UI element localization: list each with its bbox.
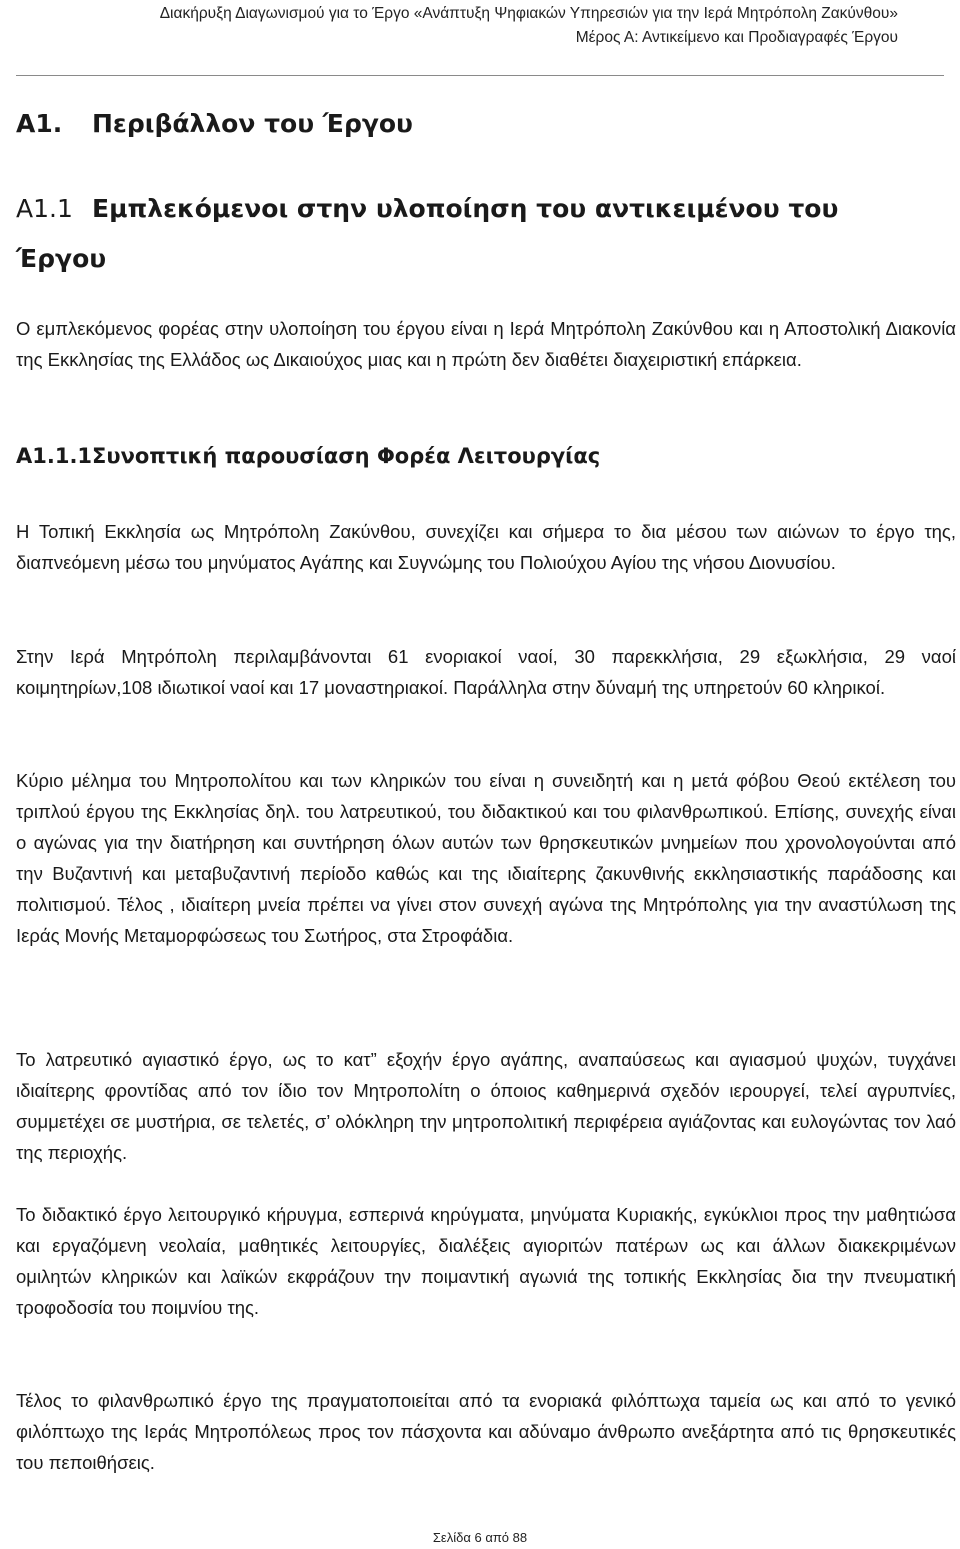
- body-paragraph: Στην Ιερά Μητρόπολη περιλαμβάνονται 61 ενοριακοί ναοί, 30 παρεκκλήσια, 29 εξωκλήσια, 29 ναοί κοιμητηρίων,108 ιδιωτικοί ναοί και 17 μοναστηριακοί. Παράλληλα στην δύναμή της υπηρετούν 60 κληρικοί.: [16, 646, 956, 698]
- header-subtitle-line: Μέρος Α: Αντικείμενο και Προδιαγραφές Έργου: [575, 29, 898, 46]
- subsection-heading: [16, 184, 936, 284]
- section-heading: [16, 104, 413, 144]
- subsection-title: Εμπλεκόμενοι στην υλοποίηση του αντικειμένου του Έργου: [16, 194, 839, 273]
- body-paragraph: Το διδακτικό έργο λειτουργικό κήρυγμα, εσπερινά κηρύγματα, μηνύματα Κυριακής, εγκύκλιοι προς την μαθητιώσα και εργαζόμενη νεολαία, μαθητικές λειτουργίες, διαλέξεις αγιοριτών πατέρων ως και άλλων διακεκριμένων ομιλητών κληρικών και λαϊκών εκφράζουν την ποιμαντική αγωνιά της τοπικής Εκκλησίας δια την πνευματική τροφοδοσία του ποιμνίου της.: [16, 1204, 956, 1318]
- subsubsection-number: Α1.1.1: [16, 444, 93, 468]
- intro-paragraph: Ο εμπλεκόμενος φορέας στην υλοποίηση του έργου είναι η Ιερά Μητρόπολη Ζακύνθου και η Αποστολική Διακονία της Εκκλησίας της Ελλάδος ως Δικαιούχος μιας και η πρώτη δεν διαθέτει διαχειριστική επάρκεια.: [16, 318, 956, 370]
- body-paragraph: Τέλος το φιλανθρωπικό έργο της πραγματοποιείται από τα ενοριακά φιλόπτωχα ταμεία ως και από το γενικό φιλόπτωχο της Ιεράς Μητροπόλεως προς τον πάσχοντα και αδύναμο άνθρωπο ανεξάρτητα από τις θρησκευτικές του πεποιθήσεις.: [16, 1390, 956, 1473]
- subsubsection-title: Συνοπτική παρουσίαση Φορέα Λειτουργίας: [92, 444, 601, 468]
- page-footer: [0, 1529, 960, 1547]
- subsubsection-heading: [16, 436, 600, 476]
- section-title: Περιβάλλον του Έργου: [92, 109, 413, 138]
- section-number: Α1.: [16, 109, 63, 138]
- subsection-number: Α1.1: [16, 194, 73, 223]
- header-divider: [16, 75, 944, 76]
- body-paragraph: Το λατρευτικό αγιαστικό έργο, ως το κατ” εξοχήν έργο αγάπης, αναπαύσεως και αγιασμού ψυχών, τυγχάνει ιδιαίτερης φροντίδας από τον ίδιο τον Μητροπολίτη ο όποιος καθημερινά σχεδόν ιερουργεί, τελεί αγρυπνίες, συμμετέχει σε μυστήρια, σε τελετές, σ’ ολόκληρη την μητροπολιτική περιφέρεια αγιάζοντας και ευλογώντας τον λαό της περιοχής.: [16, 1049, 956, 1163]
- page-header: [18, 2, 898, 50]
- header-title-line: Διακήρυξη Διαγωνισμού για το Έργο «Ανάπτυξη Ψηφιακών Υπηρεσιών για την Ιερά Μητρόπολη Ζακύνθου»: [159, 5, 898, 22]
- body-paragraph: Κύριο μέλημα του Μητροπολίτου και των κληρικών του είναι η συνειδητή και η μετά φόβου Θεού εκτέλεση του τριπλού έργου της Εκκλησίας δηλ. του λατρευτικού, του διδακτικού και του φιλανθρωπικού. Επίσης, συνεχής είναι ο αγώνας για την διατήρηση και συντήρηση όλων αυτών των θρησκευτικών μνημείων που χρονολογούνται από την Βυζαντινή και μεταβυζαντινή περίοδο καθώς και της ιδιαίτερης ζακυνθινής εκκλησιαστικής παράδοσης και πολιτισμού. Τέλος , ιδιαίτερη μνεία πρέπει να γίνει στον συνεχή αγώνα της Μητρόπολης για την αναστύλωση της Ιεράς Μονής Μεταμορφώσεως του Σωτήρος, στα Στροφάδια.: [16, 770, 956, 946]
- page-number: Σελίδα 6 από 88: [432, 1530, 528, 1545]
- body-paragraph: Η Τοπική Εκκλησία ως Μητρόπολη Ζακύνθου, συνεχίζει και σήμερα το δια μέσου των αιώνων το έργο της, διαπνεόμενη μέσω του μηνύματος Αγάπης και Συγνώμης του Πολιούχου Αγίου της νήσου Διονυσίου.: [16, 521, 956, 573]
